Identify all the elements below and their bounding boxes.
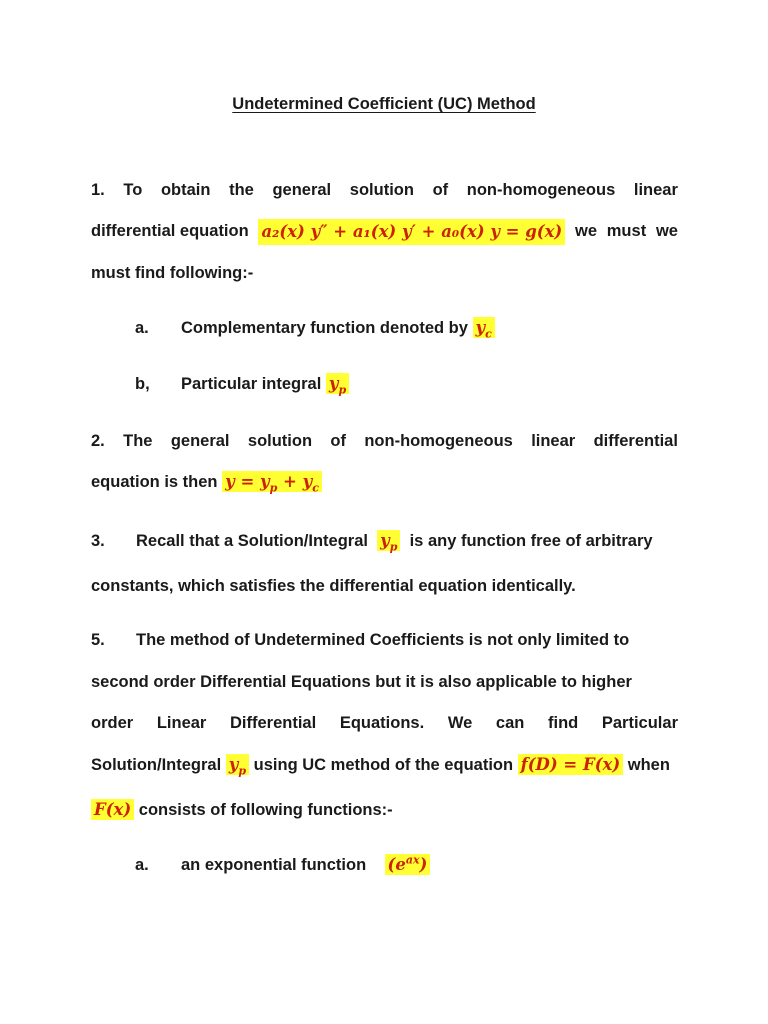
item1-word: non-homogeneous [466,181,616,199]
item2-word: general [170,432,230,450]
item1-number: 1. [91,181,105,199]
item5-line5-text: consists of following functions:- [138,801,393,819]
item5-word: We [447,714,473,732]
item2-word: The [123,432,153,450]
item3-line1-suffix: is any function free of arbitrary [409,532,653,550]
yp-formula: $y_p$ [326,373,349,394]
item1-word: must [606,222,647,240]
page-title [0,92,768,116]
item2-line2 [91,470,678,494]
operator-equation-formula: f(D) = F(x) [518,754,624,775]
item5-sub-a [135,853,430,877]
item1-line3: must find following:- [91,264,254,282]
item1-word: the [229,181,254,199]
item5-word: order [91,714,134,732]
item2-number: 2. [91,432,105,450]
yp-formula: $y_p$ [377,530,400,551]
item5-word: Differential [230,714,317,732]
item1-word: of [432,181,449,199]
item1-line2-prefix: differential equation [91,222,249,240]
general-solution-formula: $y = y_p + y_c$ [222,471,322,492]
item3-line1 [91,529,678,553]
item1-word: we [655,222,678,240]
item3-line1-prefix: Recall that a Solution/Integral [136,532,368,550]
item5-line1-text: The method of Undetermined Coefficients is not only limited to [136,631,630,649]
item5-line3 [91,711,678,735]
item1-word: linear [633,181,678,199]
item5-sub-a-letter: a. [135,856,149,874]
item5-number: 5. [91,631,105,649]
item3-number: 3. [91,532,105,550]
item1-line2 [91,219,678,245]
item1-line1 [91,178,678,202]
item1-word: obtain [160,181,211,199]
yp-formula: $y_p$ [226,754,249,775]
item1-word: we [574,222,597,240]
item5-word: Linear [156,714,207,732]
item5-line4-prefix: Solution/Integral [91,756,222,774]
yc-formula: $y_c$ [473,317,495,338]
item2-word: of [330,432,346,450]
item5-line4-suffix: when [627,756,670,774]
item5-word: Particular [601,714,678,732]
item1-word: To [123,181,143,199]
fx-formula: F(x) [91,799,134,820]
item5-line4-mid: using UC method of the equation [253,756,514,774]
item1-word: general [272,181,332,199]
differential-equation-formula: a₂(x) y″ + a₁(x) y′ + a₀(x) y = g(x) [258,219,565,245]
item5-line4 [91,753,678,777]
item2-word: linear [531,432,576,450]
item3-line2: constants, which satisfies the differential equation identically. [91,577,576,595]
item1-word: solution [349,181,414,199]
item1-sub-b-text: Particular integral [181,375,322,393]
item5-line1 [91,628,678,652]
item5-sub-a-text: an exponential function [181,856,367,874]
item5-line5 [91,798,678,822]
item2-line2-text: equation is then [91,473,218,491]
item1-sub-a [135,316,495,340]
exponential-formula: $(e^{ax})$ [385,854,431,875]
item2-word: differential [593,432,678,450]
item2-word: non-homogeneous [364,432,513,450]
item1-sub-a-text: Complementary function denoted by [181,319,468,337]
item2-line1 [91,429,678,453]
item2-word: solution [247,432,313,450]
item5-word: find [547,714,579,732]
item1-sub-b [135,372,349,396]
item5-line2: second order Differential Equations but it is also applicable to higher [91,673,632,691]
item1-sub-b-letter: b, [135,375,150,393]
item5-word: Equations. [339,714,425,732]
item1-sub-a-letter: a. [135,319,149,337]
item5-word: can [495,714,525,732]
page-title-text: Undetermined Coefficient (UC) Method [232,95,536,113]
